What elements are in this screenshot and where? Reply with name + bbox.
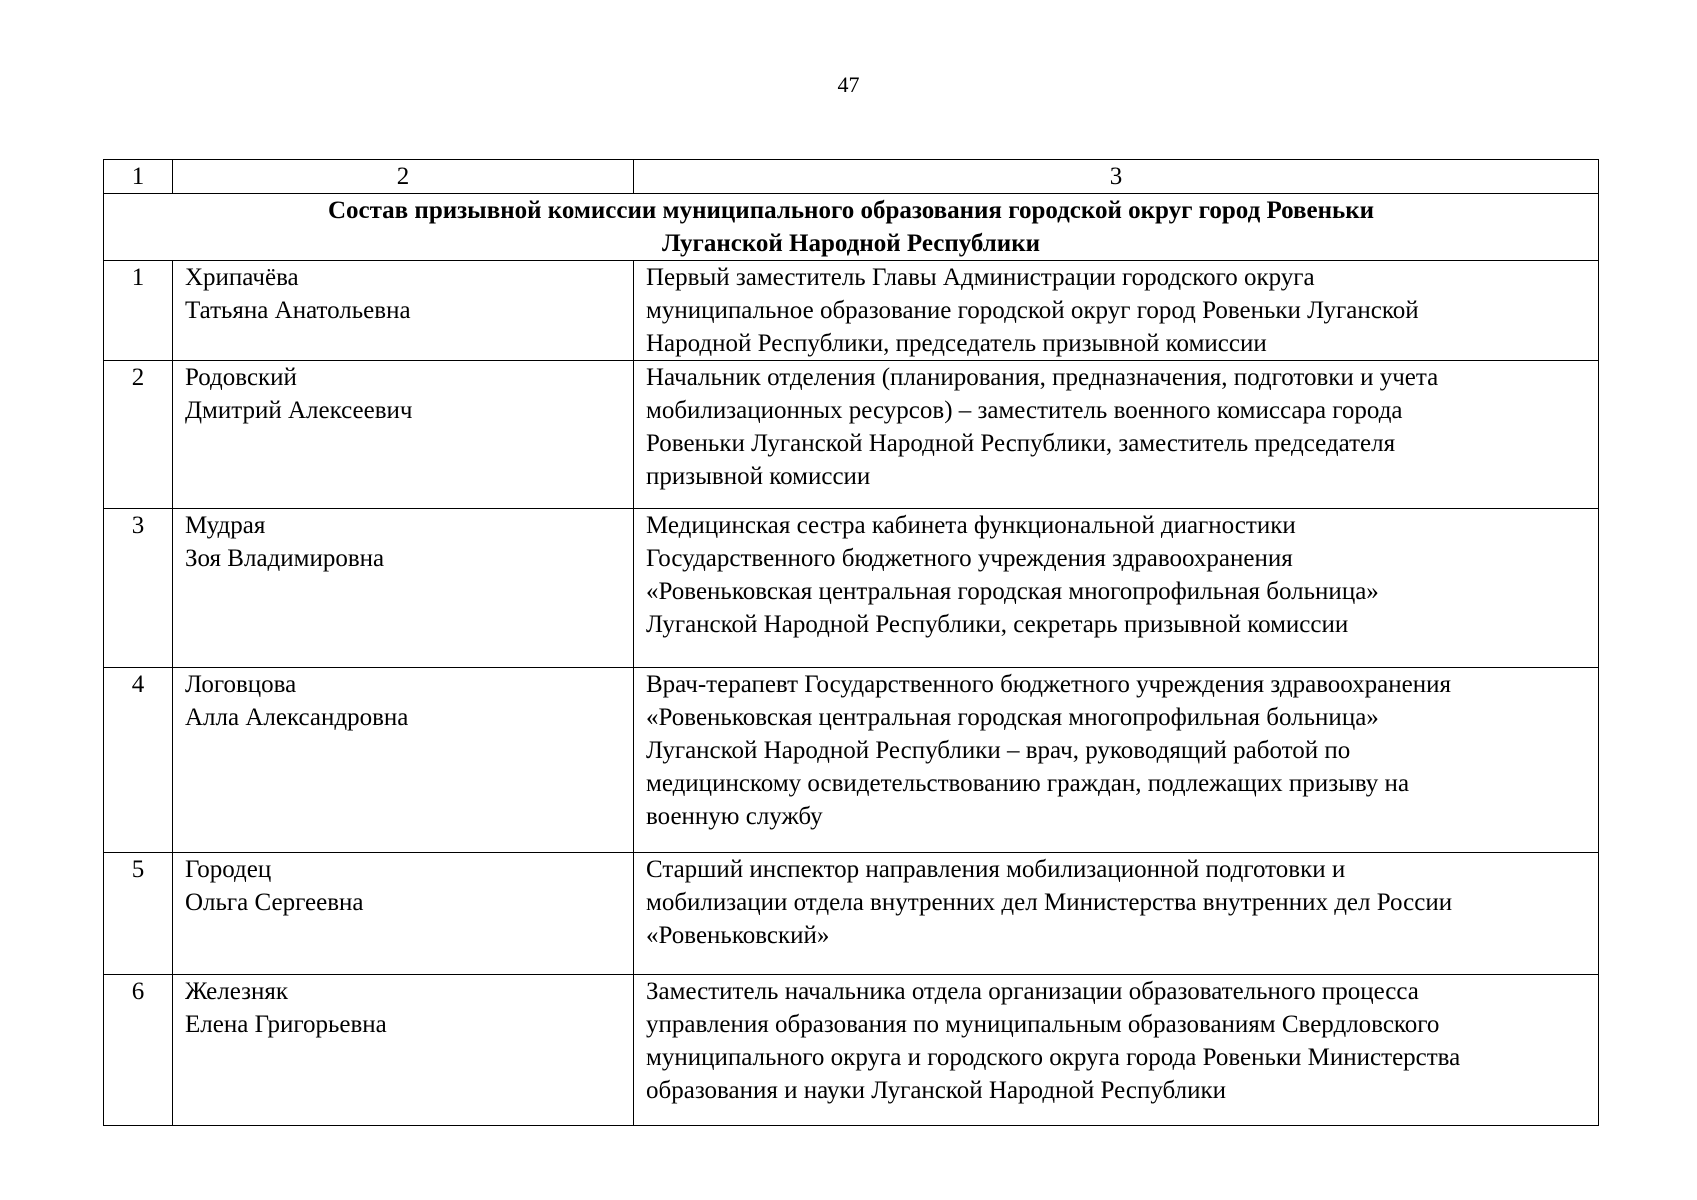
surname: Логовцова xyxy=(185,671,297,698)
member-position xyxy=(634,853,1599,975)
position-line: «Ровеньковская центральная городская многопрофильная больница» xyxy=(646,578,1379,605)
row-number: 3 xyxy=(104,509,173,668)
section-title-row xyxy=(104,194,1599,261)
section-title-line: Луганской Народной Республики xyxy=(661,230,1041,257)
position-line: Первый заместитель Главы Администрации городского округа xyxy=(646,264,1315,291)
position-line: Народной Республики, председатель призывной комиссии xyxy=(646,330,1267,357)
table-row xyxy=(104,261,1599,361)
position-line: управления образования по муниципальным образованиям Свердловского xyxy=(646,1011,1440,1038)
row-number: 1 xyxy=(104,261,173,361)
position-line: Ровеньки Луганской Народной Республики, заместитель председателя xyxy=(646,430,1396,457)
table-header-row xyxy=(104,160,1599,194)
surname: Родовский xyxy=(185,364,297,391)
table-row xyxy=(104,361,1599,509)
surname: Мудрая xyxy=(185,512,266,539)
member-name xyxy=(173,853,634,975)
position-line: Государственного бюджетного учреждения здравоохранения xyxy=(646,545,1293,572)
table-row xyxy=(104,975,1599,1126)
position-line: Начальник отделения (планирования, предназначения, подготовки и учета xyxy=(646,364,1439,391)
position-line: Луганской Народной Республики, секретарь призывной комиссии xyxy=(646,611,1349,638)
row-number: 4 xyxy=(104,668,173,853)
position-line: призывной комиссии xyxy=(646,463,871,490)
commission-table xyxy=(103,159,1599,1126)
member-name xyxy=(173,509,634,668)
member-name xyxy=(173,975,634,1126)
given-names: Зоя Владимировна xyxy=(185,545,385,572)
surname: Железняк xyxy=(185,978,289,1005)
position-line: военную службу xyxy=(646,803,823,830)
given-names: Татьяна Анатольевна xyxy=(185,297,411,324)
page-number: 47 xyxy=(837,72,860,97)
row-number: 5 xyxy=(104,853,173,975)
member-position xyxy=(634,975,1599,1126)
position-line: мобилизации отдела внутренних дел Министерства внутренних дел России xyxy=(646,889,1453,916)
column-header-3: 3 xyxy=(634,160,1599,194)
position-line: Старший инспектор направления мобилизационной подготовки и xyxy=(646,856,1346,883)
position-line: муниципальное образование городской округ город Ровеньки Луганской xyxy=(646,297,1419,324)
position-line: «Ровеньковская центральная городская многопрофильная больница» xyxy=(646,704,1379,731)
member-name xyxy=(173,261,634,361)
section-title xyxy=(104,194,1599,261)
member-position xyxy=(634,261,1599,361)
given-names: Елена Григорьевна xyxy=(185,1011,387,1038)
surname: Хрипачёва xyxy=(185,264,299,291)
member-name xyxy=(173,668,634,853)
member-position xyxy=(634,361,1599,509)
position-line: Заместитель начальника отдела организации образовательного процесса xyxy=(646,978,1419,1005)
table-row xyxy=(104,853,1599,975)
section-title-line: Состав призывной комиссии муниципального образования городской округ город Ровеньки xyxy=(327,197,1375,224)
column-header-1: 1 xyxy=(104,160,173,194)
row-number: 2 xyxy=(104,361,173,509)
table-row xyxy=(104,509,1599,668)
row-number: 6 xyxy=(104,975,173,1126)
position-line: Медицинская сестра кабинета функциональной диагностики xyxy=(646,512,1296,539)
position-line: Луганской Народной Республики – врач, руководящий работой по xyxy=(646,737,1351,764)
position-line: «Ровеньковский» xyxy=(646,922,830,949)
column-header-2: 2 xyxy=(173,160,634,194)
position-line: мобилизационных ресурсов) – заместитель военного комиссара города xyxy=(646,397,1403,424)
position-line: Врач-терапевт Государственного бюджетного учреждения здравоохранения xyxy=(646,671,1452,698)
given-names: Дмитрий Алексеевич xyxy=(185,397,413,424)
position-line: медицинскому освидетельствованию граждан, подлежащих призыву на xyxy=(646,770,1410,797)
surname: Городец xyxy=(185,856,272,883)
table-row xyxy=(104,668,1599,853)
member-position xyxy=(634,509,1599,668)
position-line: образования и науки Луганской Народной Республики xyxy=(646,1077,1226,1104)
given-names: Ольга Сергеевна xyxy=(185,889,364,916)
member-position xyxy=(634,668,1599,853)
member-name xyxy=(173,361,634,509)
position-line: муниципального округа и городского округа города Ровеньки Министерства xyxy=(646,1044,1461,1071)
given-names: Алла Александровна xyxy=(185,704,409,731)
